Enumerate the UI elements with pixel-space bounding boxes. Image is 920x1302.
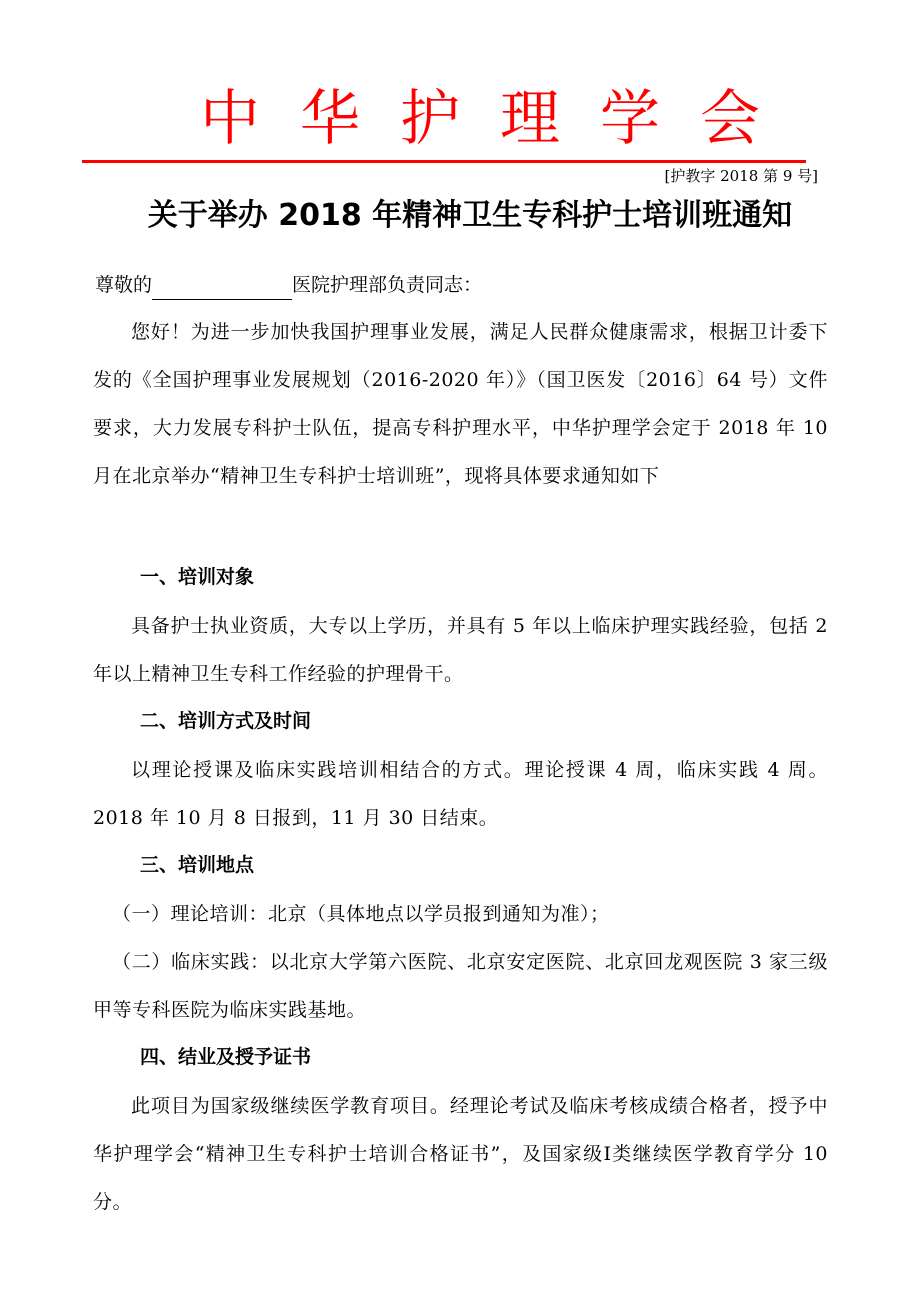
org-char: 会 (700, 84, 760, 154)
org-char: 护 (400, 84, 460, 154)
section-heading: 二、培训方式及时间 (140, 710, 312, 732)
org-char: 理 (500, 84, 560, 154)
org-letterhead-title (200, 84, 760, 164)
section-paragraph: 此项目为国家级继续医学教育项目。经理论考试及临床考核成绩合格者，授予中华护理学会“精神卫生专科护士培训合格证书”，及国家级Ⅰ类继续医学教育学分 10 分。 (93, 1095, 828, 1213)
section-paragraph: 具备护士执业资质，大专以上学历，并具有 5 年以上临床护理实践经验，包括 2 年以上精神卫生专科工作经验的护理骨干。 (93, 615, 828, 685)
section-heading: 四、结业及授予证书 (140, 1046, 312, 1068)
section-paragraph: 以理论授课及临床实践培训相结合的方式。理论授课 4 周，临床实践 4 周。2018 年 10 月 8 日报到，11 月 30 日结束。 (93, 759, 828, 829)
hospital-name-blank (152, 277, 292, 300)
salutation-prefix: 尊敬的 (95, 274, 153, 296)
document-number: [护教字 2018 第 9 号] (664, 167, 818, 185)
section-heading: 一、培训对象 (140, 566, 255, 588)
letterhead-red-divider (82, 160, 806, 163)
section-heading: 三、培训地点 (140, 854, 255, 876)
salutation-suffix: 医院护理部负责同志： (292, 274, 483, 296)
document-title: 关于举办 2018 年精神卫生专科护士培训班通知 (147, 198, 793, 233)
intro-paragraph: 您好！为进一步加快我国护理事业发展，满足人民群众健康需求，根据卫计委下发的《全国护理事业发展规划（2016-2020 年）》（国卫医发〔2016〕64 号）文件要求，大力发展专科护士队伍，提高专科护理水平，中华护理学会定于 2018 年 10 月在北京举办“精神卫生专科护士培训班”，现将具体要求通知如下 (93, 321, 828, 487)
section-paragraph: （一）理论培训：北京（具体地点以学员报到通知为准）； (112, 903, 610, 925)
salutation (95, 270, 482, 300)
org-char: 学 (600, 84, 660, 154)
section-paragraph: （二）临床实践：以北京大学第六医院、北京安定医院、北京回龙观医院 3 家三级甲等专科医院为临床实践基地。 (93, 951, 828, 1021)
org-char: 中 (200, 84, 260, 154)
org-char: 华 (300, 84, 360, 154)
